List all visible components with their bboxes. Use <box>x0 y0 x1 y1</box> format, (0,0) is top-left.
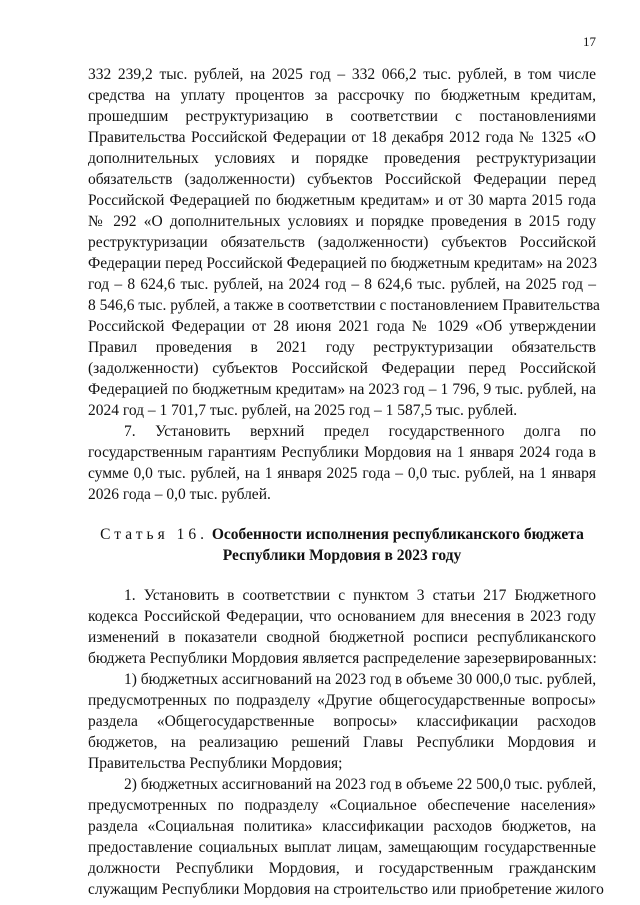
text-line: год – 8 624,6 тыс. рублей, на 2024 год – 8 624,6 тыс. рублей, на 2025 год – <box>88 276 596 293</box>
text-line: дополнительных условиях и порядке проведения реструктуризации <box>88 150 596 167</box>
page-number: 17 <box>583 34 596 49</box>
text-line: кодекса Российской Федерации, что основанием для внесения в 2023 году <box>88 608 596 625</box>
spacer <box>88 566 596 585</box>
text-line: 2026 года – 0,0 тыс. рублей. <box>88 486 271 503</box>
text-line: обязательств (задолженности) субъектов Российской Федерации перед <box>88 171 596 188</box>
text-line: предоставление социальных выплат лицам, замещающим государственные <box>88 839 596 856</box>
text-line: должности Республики Мордовия, и государственным гражданским <box>88 860 596 877</box>
text-line: 7. Установить верхний предел государственного долга по <box>124 423 596 440</box>
clause-1 <box>88 585 596 669</box>
text-line: прошедшим реструктуризацию в соответствии с постановлениями <box>88 108 596 125</box>
text-line: Федерацией по бюджетным кредитам» на 2023 год – 1 796, 9 тыс. рублей, на <box>88 381 596 398</box>
text-line: 1. Установить в соответствии с пунктом 3 статьи 217 Бюджетного <box>124 587 596 604</box>
item-2-reserve <box>88 774 604 900</box>
text-line: Российской Федерации от 28 июня 2021 года № 1029 «Об утверждении <box>88 318 596 335</box>
text-line: Правительства Российской Федерации от 18 декабря 2012 года № 1325 «О <box>88 129 596 146</box>
text-line: средства на уплату процентов за рассрочку по бюджетным кредитам, <box>88 87 596 104</box>
text-line: государственным гарантиям Республики Мордовия на 1 января 2024 года в <box>88 444 596 461</box>
text-line: Правительства Республики Мордовия; <box>88 755 343 772</box>
text-line: 1) бюджетных ассигнований на 2023 год в объеме 30 000,0 тыс. рублей, <box>124 671 597 688</box>
article-label: Статья 16. <box>100 526 208 543</box>
article-title: Особенности исполнения республиканского бюджета <box>211 526 584 543</box>
paragraph-continued-interest <box>88 64 600 421</box>
text-line: бюджета Республики Мордовия является распределение зарезервированных: <box>88 650 597 667</box>
spacer <box>88 505 596 524</box>
item-1-reserve <box>88 669 596 774</box>
text-line: сумме 0,0 тыс. рублей, на 1 января 2025 года – 0,0 тыс. рублей, на 1 января <box>88 465 596 482</box>
text-line: 2024 год – 1 701,7 тыс. рублей, на 2025 год – 1 587,5 тыс. рублей. <box>88 402 518 419</box>
text-line: 332 239,2 тыс. рублей, на 2025 год – 332 066,2 тыс. рублей, в том числе <box>88 66 596 83</box>
paragraph-7-debt-limit <box>88 421 596 505</box>
text-line: 2) бюджетных ассигнований на 2023 год в объеме 22 500,0 тыс. рублей, <box>124 776 597 793</box>
article-title-line-2: Республики Мордовия в 2023 году <box>222 547 462 564</box>
document-body <box>88 64 604 900</box>
text-line: Российской Федерацией по бюджетным кредитам» и от 30 марта 2015 года <box>88 192 596 209</box>
article-16-heading <box>88 524 596 566</box>
text-line: предусмотренных по подразделу «Социальное обеспечение населения» <box>88 797 596 814</box>
text-line: раздела «Социальная политика» классификации расходов бюджетов, на <box>88 818 596 835</box>
text-line: 8 546,6 тыс. рублей, а также в соответствии с постановлением Правительства <box>88 297 600 314</box>
text-line: служащим Республики Мордовия на строительство или приобретение жилого <box>88 881 604 898</box>
text-line: Федерации перед Российской Федерацией по бюджетным кредитам» на 2023 <box>88 255 598 272</box>
text-line: бюджетов, на реализацию решений Главы Республики Мордовия и <box>88 734 596 751</box>
article-heading-line-1 <box>88 524 596 545</box>
text-line: № 292 «О дополнительных условиях и порядке проведения в 2015 году <box>88 213 596 230</box>
text-line: (задолженности) субъектов Российской Федерации перед Российской <box>88 360 596 377</box>
text-line: предусмотренных по подразделу «Другие общегосударственные вопросы» <box>88 692 596 709</box>
text-line: раздела «Общегосударственные вопросы» классификации расходов <box>88 713 596 730</box>
text-line: Правил проведения в 2021 году реструктуризации обязательств <box>88 339 596 356</box>
text-line: реструктуризации обязательств (задолженности) субъектов Российской <box>88 234 596 251</box>
text-line: изменений в показатели сводной бюджетной росписи республиканского <box>88 629 596 646</box>
